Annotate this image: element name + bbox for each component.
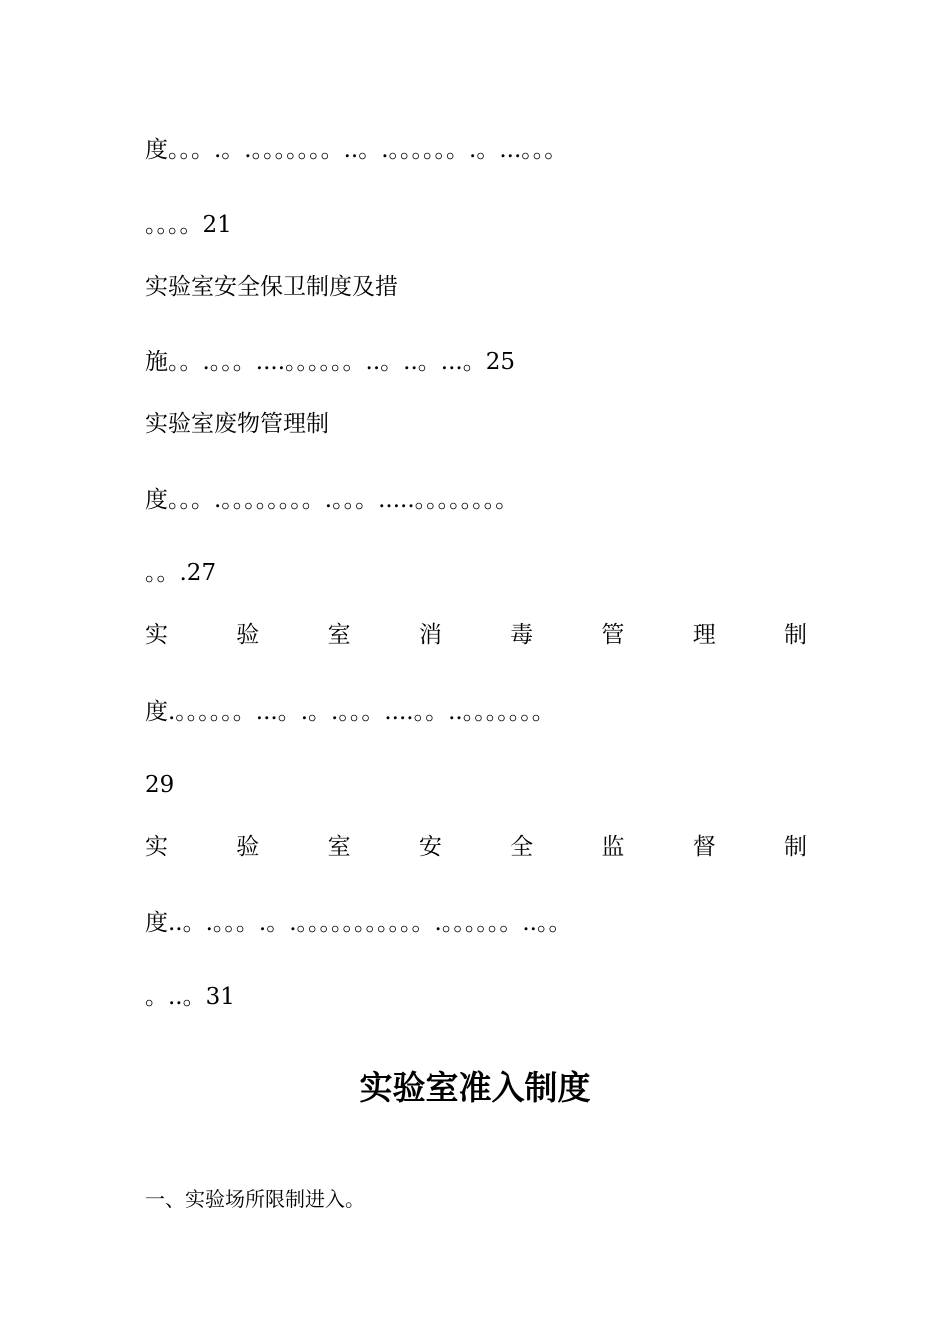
toc-line-13: 。..。31 (145, 984, 235, 1010)
toc-char: 制 (783, 834, 807, 860)
toc-char: 督 (692, 834, 716, 860)
toc-line-11-justified (145, 832, 807, 862)
toc-line-7: 。。.27 (145, 560, 217, 586)
toc-line-1: 度。。。.。.。。。。。。。..。.。。。。。。.。...。。。 (145, 137, 568, 163)
toc-char: 管 (601, 622, 625, 648)
toc-char: 毒 (510, 622, 534, 648)
toc-char: 室 (327, 622, 351, 648)
toc-line-4: 施。。.。。。....。。。。。。..。..。...。25 (145, 349, 515, 375)
toc-line-5: 实验室废物管理制 (145, 411, 329, 437)
toc-char: 室 (327, 834, 351, 860)
section-title: 实验室准入制度 (359, 1068, 591, 1107)
toc-char: 制 (783, 622, 807, 648)
toc-char: 理 (692, 622, 716, 648)
toc-char: 消 (418, 622, 442, 648)
section-paragraph: 一、实验场所限制进入。 (145, 1187, 365, 1211)
toc-line-6: 度。。。.。。。。。。。。.。。。.....。。。。。。。。 (145, 487, 519, 513)
toc-char: 监 (601, 834, 625, 860)
toc-char: 验 (236, 834, 260, 860)
toc-line-10: 29 (145, 772, 175, 798)
toc-line-12: 度..。.。。。.。.。。。。。。。。。。。.。。。。。。..。。 (145, 910, 572, 936)
toc-char: 实 (145, 622, 168, 648)
toc-line-9: 度.。。。。。。...。.。.。。。....。。..。。。。。。。 (145, 699, 555, 725)
toc-line-8-justified (145, 620, 807, 650)
toc-char: 安 (418, 834, 442, 860)
toc-char: 实 (145, 834, 168, 860)
toc-char: 验 (236, 622, 260, 648)
toc-line-2: 。。。。21 (145, 212, 232, 238)
toc-char: 全 (510, 834, 534, 860)
toc-line-3: 实验室安全保卫制度及措 (145, 274, 398, 300)
